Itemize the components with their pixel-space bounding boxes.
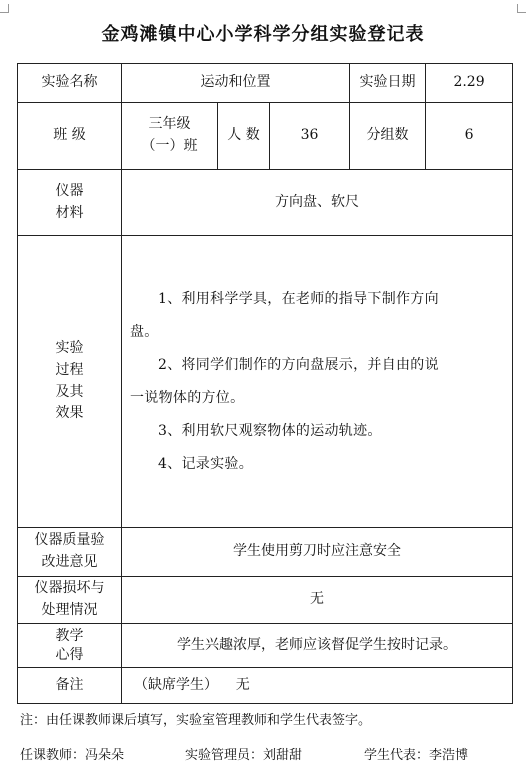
- quality-feedback-label-line1: 仪器质量验: [34, 532, 105, 549]
- remarks-value[interactable]: （缺席学生） 无: [122, 668, 513, 704]
- procedure-step-2-cont: 一说物体的方位。: [130, 389, 245, 406]
- procedure-step-1: 1、利用科学学具，在老师的指导下制作方向: [158, 290, 439, 307]
- damage-handling-value[interactable]: 无: [122, 577, 513, 624]
- group-count-label: 分组数: [350, 103, 426, 170]
- signature-teacher[interactable]: 任课教师：冯朵朵: [20, 748, 125, 763]
- procedure-content[interactable]: [122, 236, 513, 528]
- teaching-reflection-label-line2: 心得: [55, 646, 84, 663]
- row-experiment-name: [18, 64, 513, 103]
- damage-handling-label: [18, 577, 122, 624]
- footnote: 注：由任课教师课后填写，实验室管理教师和学生代表签字。: [20, 713, 372, 728]
- equipment-label-line2: 材料: [55, 204, 84, 221]
- quality-feedback-label-line2: 改进意见: [41, 554, 98, 570]
- experiment-name-label: 实验名称: [18, 64, 122, 103]
- experiment-date-value[interactable]: 2.29: [426, 64, 513, 103]
- group-count-value[interactable]: 6: [426, 103, 513, 170]
- procedure-step-1-cont: 盘。: [130, 323, 159, 340]
- class-value[interactable]: [122, 103, 218, 170]
- remarks-label: 备注: [18, 668, 122, 704]
- row-teaching-reflection: [18, 624, 513, 668]
- procedure-step-2: 2、将同学们制作的方向盘展示，并自由的说: [158, 356, 439, 373]
- procedure-label-line4: 效果: [55, 405, 84, 422]
- class-value-class: （一）班: [141, 138, 198, 154]
- procedure-label-line3: 及其: [55, 383, 84, 400]
- student-count-value[interactable]: 36: [270, 103, 350, 170]
- page-title: 金鸡滩镇中心小学科学分组实验登记表: [101, 24, 425, 45]
- quality-feedback-value[interactable]: 学生使用剪刀时应注意安全: [122, 528, 513, 577]
- row-procedure: [18, 236, 513, 528]
- experiment-registration-table: [17, 63, 513, 704]
- class-value-grade: 三年级: [148, 116, 191, 133]
- page-corner-mark-right: [517, 4, 526, 13]
- damage-handling-label-line1: 仪器损坏与: [34, 580, 105, 597]
- quality-feedback-label: [18, 528, 122, 577]
- experiment-date-label: 实验日期: [350, 64, 426, 103]
- procedure-step-3: 3、利用软尺观察物体的运动轨迹。: [158, 422, 382, 439]
- procedure-step-4: 4、记录实验。: [158, 455, 254, 472]
- equipment-value[interactable]: 方向盘、软尺: [122, 170, 513, 236]
- procedure-label-line1: 实验: [55, 340, 84, 357]
- row-quality-feedback: [18, 528, 513, 577]
- student-count-label: 人 数: [218, 103, 270, 170]
- damage-handling-label-line2: 处理情况: [41, 602, 98, 618]
- row-damage-handling: [18, 577, 513, 624]
- teaching-reflection-label-line1: 教学: [55, 628, 84, 645]
- equipment-label: [18, 170, 122, 236]
- procedure-label: [18, 236, 122, 528]
- signature-lab-manager[interactable]: 实验管理员：刘甜甜: [185, 748, 303, 763]
- teaching-reflection-label: [18, 624, 122, 668]
- experiment-name-value[interactable]: 运动和位置: [122, 64, 350, 103]
- row-class-info: [18, 103, 513, 170]
- page-corner-mark-left: [0, 4, 9, 13]
- row-equipment: [18, 170, 513, 236]
- signature-student-rep[interactable]: 学生代表：李浩博: [364, 748, 469, 763]
- equipment-label-line1: 仪器: [55, 182, 84, 199]
- class-label: 班 级: [18, 103, 122, 170]
- teaching-reflection-value[interactable]: 学生兴趣浓厚，老师应该督促学生按时记录。: [122, 624, 513, 668]
- row-remarks: [18, 668, 513, 704]
- procedure-label-line2: 过程: [55, 361, 84, 378]
